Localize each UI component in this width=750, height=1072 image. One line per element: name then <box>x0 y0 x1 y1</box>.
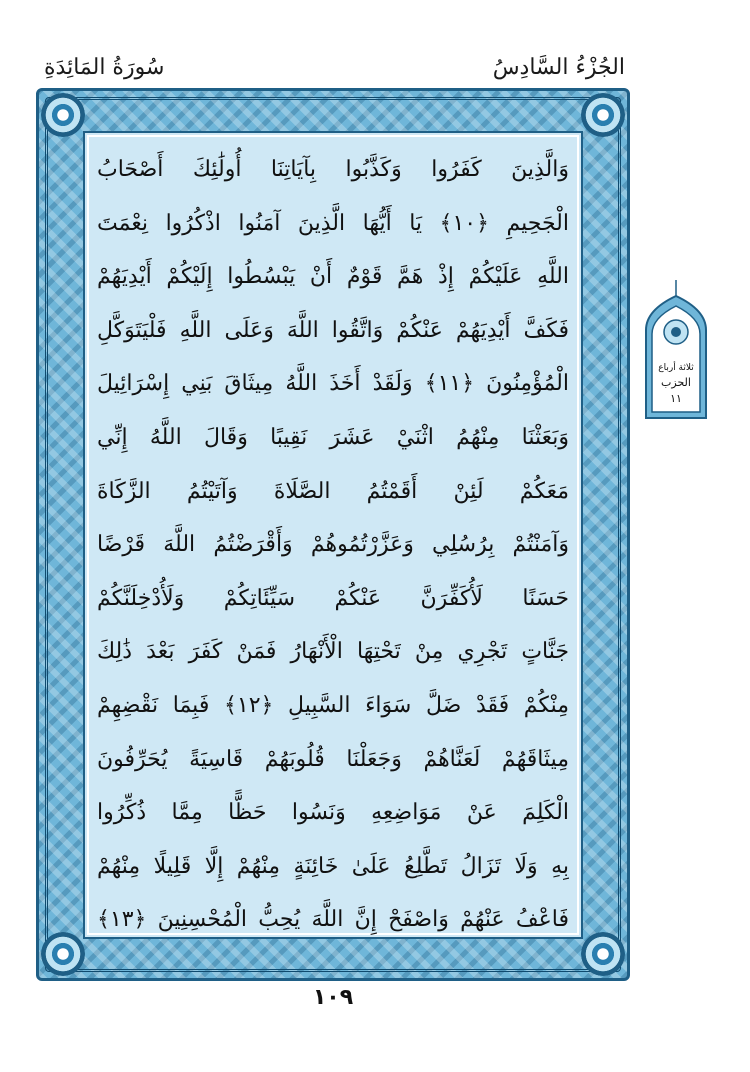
text-line: وَالَّذِينَ كَفَرُوا وَكَذَّبُوا بِآيَاتِنَا أُولَٰئِكَ أَصْحَابُ <box>97 157 569 182</box>
text-line: الْجَحِيمِ ﴿١٠﴾ يَا أَيُّهَا الَّذِينَ آمَنُوا اذْكُرُوا نِعْمَتَ <box>97 210 569 236</box>
text-line: مِيثَاقَهُمْ لَعَنَّاهُمْ وَجَعَلْنَا قُلُوبَهُمْ قَاسِيَةً يُحَرِّفُونَ <box>97 746 569 772</box>
text-line: جَنَّاتٍ تَجْرِي مِنْ تَحْتِهَا الْأَنْهَارُ فَمَنْ كَفَرَ بَعْدَ ذَٰلِكَ <box>97 639 569 665</box>
hizb-marker <box>644 280 708 420</box>
text-line: الْكَلِمَ عَنْ مَوَاضِعِهِ وَنَسُوا حَظًّا مِمَّا ذُكِّرُوا <box>97 800 569 826</box>
ornamental-frame <box>36 88 630 981</box>
text-line: حَسَنًا لَأُكَفِّرَنَّ عَنْكُمْ سَيِّئَاتِكُمْ وَلَأُدْخِلَنَّكُمْ <box>97 585 569 611</box>
text-line: وَبَعَثْنَا مِنْهُمُ اثْنَيْ عَشَرَ نَقِيبًا وَقَالَ اللَّهُ إِنِّي <box>97 424 569 450</box>
text-line: اللَّهِ عَلَيْكُمْ إِذْ هَمَّ قَوْمٌ أَنْ يَبْسُطُوا إِلَيْكُمْ أَيْدِيَهُمْ <box>97 264 569 290</box>
corner-rosette <box>41 932 85 976</box>
text-line: الْمُؤْمِنُونَ ﴿١١﴾ وَلَقَدْ أَخَذَ اللَّهُ مِيثَاقَ بَنِي إِسْرَائِيلَ <box>97 371 569 397</box>
page-number: ١٠٩ <box>312 985 354 1010</box>
text-line: مَعَكُمْ لَئِنْ أَقَمْتُمُ الصَّلَاةَ وَآتَيْتُمُ الزَّكَاةَ <box>97 478 569 504</box>
hizb-label-number: ١١ <box>670 392 682 405</box>
text-line: مِنْكُمْ فَقَدْ ضَلَّ سَوَاءَ السَّبِيلِ ﴿١٢﴾ فَبِمَا نَقْضِهِمْ <box>97 692 569 718</box>
corner-rosette <box>41 93 85 137</box>
text-line: وَآمَنْتُمْ بِرُسُلِي وَعَزَّرْتُمُوهُمْ وَأَقْرَضْتُمُ اللَّهَ قَرْضًا <box>97 532 569 558</box>
juz-title: الجُزْءُ السَّادِسُ <box>492 55 625 80</box>
text-line: بِهِ وَلَا تَزَالُ تَطَّلِعُ عَلَىٰ خَائِنَةٍ مِنْهُمْ إِلَّا قَلِيلًا مِنْهُمْ <box>97 853 569 879</box>
hizb-label-word: الحزب <box>661 376 691 389</box>
text-line: فَكَفَّ أَيْدِيَهُمْ عَنْكُمْ وَاتَّقُوا اللَّهَ وَعَلَى اللَّهِ فَلْيَتَوَكَّلِ <box>97 317 569 343</box>
surah-title: سُورَةُ المَائِدَةِ <box>44 55 165 80</box>
corner-rosette <box>581 93 625 137</box>
hizb-label-fraction: ثلاثة أرباع <box>658 363 694 373</box>
text-panel <box>83 131 583 939</box>
corner-rosette <box>581 932 625 976</box>
verse-lines <box>97 143 569 933</box>
text-line: فَاعْفُ عَنْهُمْ وَاصْفَحْ إِنَّ اللَّهَ يُحِبُّ الْمُحْسِنِينَ ﴿١٣﴾ <box>97 907 569 933</box>
